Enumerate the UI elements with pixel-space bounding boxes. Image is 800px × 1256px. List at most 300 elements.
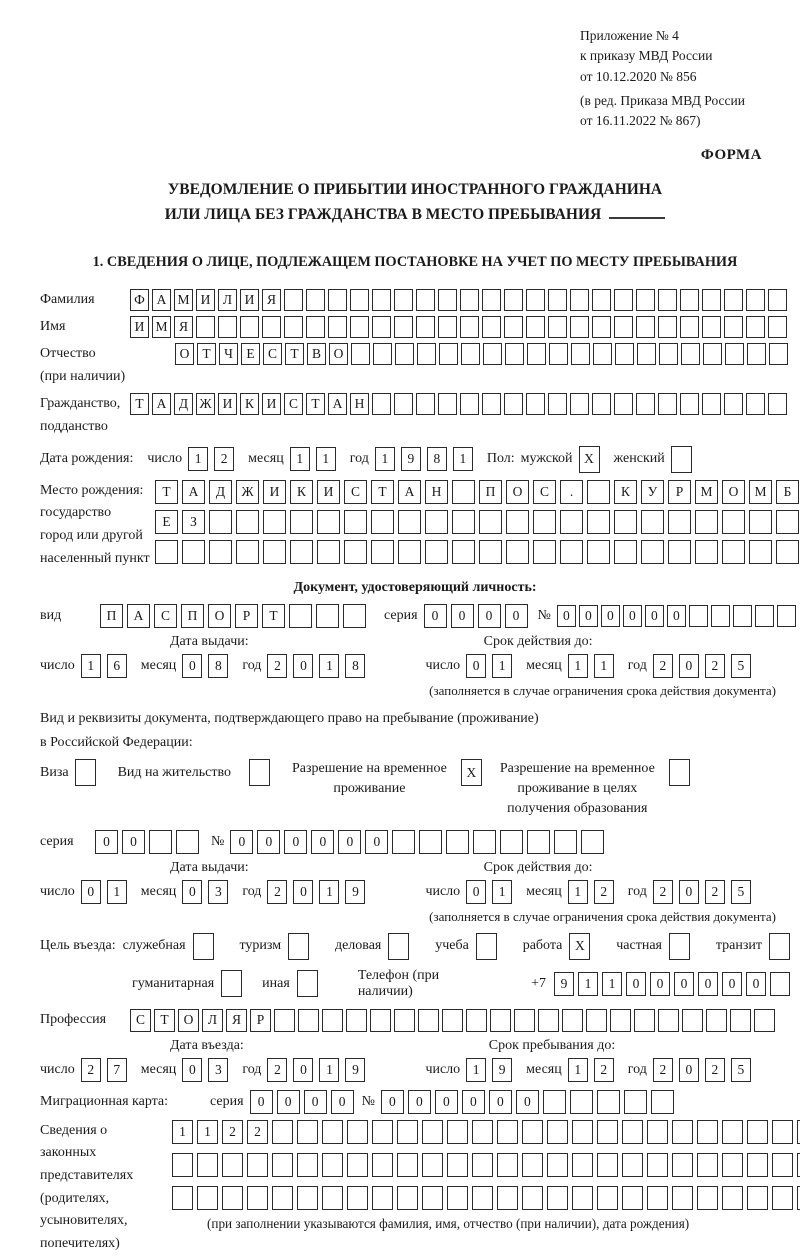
char-box[interactable] (422, 1153, 443, 1177)
char-box[interactable] (466, 1009, 487, 1032)
patronymic-input[interactable] (175, 343, 788, 365)
char-box[interactable]: 0 (81, 880, 101, 904)
purpose-work-checkbox[interactable] (569, 933, 590, 960)
char-box[interactable]: 3 (208, 1058, 228, 1082)
char-box[interactable] (772, 1186, 793, 1210)
char-box[interactable]: 1 (319, 1058, 339, 1082)
char-box[interactable]: 0 (626, 972, 646, 996)
char-box[interactable] (614, 289, 633, 311)
char-box[interactable]: 1 (594, 654, 614, 678)
char-box[interactable]: Ж (196, 393, 215, 415)
char-box[interactable] (373, 343, 392, 365)
char-box[interactable] (497, 1153, 518, 1177)
char-box[interactable] (689, 605, 708, 627)
char-box[interactable]: 1 (492, 880, 512, 904)
char-box[interactable]: Л (218, 289, 237, 311)
char-box[interactable] (768, 393, 787, 415)
char-box[interactable] (562, 1009, 583, 1032)
char-box[interactable]: . (560, 480, 583, 504)
char-box[interactable] (695, 510, 718, 534)
char-box[interactable]: 9 (401, 447, 421, 471)
char-box[interactable] (482, 289, 501, 311)
char-box[interactable] (274, 1009, 295, 1032)
char-box[interactable] (571, 343, 590, 365)
char-box[interactable] (505, 343, 524, 365)
char-box[interactable]: 0 (674, 972, 694, 996)
char-box[interactable]: И (196, 289, 215, 311)
char-box[interactable] (681, 343, 700, 365)
char-box[interactable] (182, 540, 205, 564)
representatives-input-row3[interactable] (172, 1186, 800, 1210)
entry-month[interactable] (182, 1058, 228, 1082)
char-box[interactable] (768, 289, 787, 311)
char-box[interactable] (522, 1186, 543, 1210)
char-box[interactable] (747, 1153, 768, 1177)
char-box[interactable]: 0 (365, 830, 388, 854)
char-box[interactable] (769, 343, 788, 365)
char-box[interactable] (322, 1153, 343, 1177)
char-box[interactable] (372, 289, 391, 311)
char-box[interactable] (722, 510, 745, 534)
rvp-checkbox[interactable] (461, 759, 482, 786)
char-box[interactable] (672, 1153, 693, 1177)
char-box[interactable] (722, 1186, 743, 1210)
char-box[interactable] (722, 1120, 743, 1144)
char-box[interactable]: О (208, 604, 231, 628)
char-box[interactable]: В (307, 343, 326, 365)
char-box[interactable] (749, 510, 772, 534)
char-box[interactable] (447, 1186, 468, 1210)
char-box[interactable] (371, 510, 394, 534)
char-box[interactable] (322, 1120, 343, 1144)
visa-checkbox[interactable] (75, 759, 96, 786)
char-box[interactable]: 2 (214, 447, 234, 471)
char-box[interactable] (438, 393, 457, 415)
char-box[interactable] (263, 510, 286, 534)
char-box[interactable]: 1 (453, 447, 473, 471)
char-box[interactable] (572, 1120, 593, 1144)
char-box[interactable]: 9 (492, 1058, 512, 1082)
char-box[interactable]: И (263, 480, 286, 504)
birthdate-day-input[interactable] (188, 447, 234, 471)
char-box[interactable]: А (127, 604, 150, 628)
doc-valid-month[interactable] (568, 654, 614, 678)
stay-issue-year[interactable] (267, 880, 365, 904)
doc-type-input[interactable] (100, 604, 366, 628)
char-box[interactable]: Ч (219, 343, 238, 365)
char-box[interactable]: 2 (222, 1120, 243, 1144)
char-box[interactable] (350, 289, 369, 311)
char-box[interactable] (722, 540, 745, 564)
char-box[interactable] (172, 1186, 193, 1210)
char-box[interactable]: 1 (197, 1120, 218, 1144)
char-box[interactable] (490, 1009, 511, 1032)
char-box[interactable] (197, 1186, 218, 1210)
char-box[interactable] (416, 316, 435, 338)
profession-input[interactable] (130, 1009, 775, 1032)
char-box[interactable] (733, 605, 752, 627)
char-box[interactable] (747, 1120, 768, 1144)
birthdate-month-input[interactable] (290, 447, 336, 471)
char-box[interactable]: 0 (645, 605, 664, 627)
birthdate-year-input[interactable] (375, 447, 473, 471)
char-box[interactable] (587, 510, 610, 534)
char-box[interactable] (570, 393, 589, 415)
char-box[interactable]: 0 (424, 604, 447, 628)
char-box[interactable] (372, 1186, 393, 1210)
char-box[interactable] (236, 510, 259, 534)
char-box[interactable]: 0 (451, 604, 474, 628)
char-box[interactable]: О (722, 480, 745, 504)
char-box[interactable] (697, 1186, 718, 1210)
char-box[interactable] (425, 510, 448, 534)
char-box[interactable]: И (240, 289, 259, 311)
char-box[interactable] (452, 480, 475, 504)
char-box[interactable] (592, 393, 611, 415)
char-box[interactable] (671, 446, 692, 473)
char-box[interactable]: 2 (705, 654, 725, 678)
char-box[interactable] (651, 1090, 674, 1114)
char-box[interactable] (659, 343, 678, 365)
char-box[interactable] (262, 316, 281, 338)
char-box[interactable] (615, 343, 634, 365)
char-box[interactable]: 0 (338, 830, 361, 854)
char-box[interactable] (479, 540, 502, 564)
char-box[interactable] (298, 1009, 319, 1032)
char-box[interactable]: 0 (304, 1090, 327, 1114)
char-box[interactable]: 1 (107, 880, 127, 904)
char-box[interactable]: 0 (311, 830, 334, 854)
char-box[interactable]: 5 (731, 880, 751, 904)
char-box[interactable]: 2 (653, 654, 673, 678)
doc-valid-year[interactable] (653, 654, 751, 678)
sex-female-checkbox[interactable] (671, 446, 692, 473)
doc-issue-month[interactable] (182, 654, 228, 678)
char-box[interactable]: 5 (731, 654, 751, 678)
char-box[interactable]: У (641, 480, 664, 504)
char-box[interactable]: О (506, 480, 529, 504)
char-box[interactable] (193, 933, 214, 960)
char-box[interactable]: С (263, 343, 282, 365)
char-box[interactable] (725, 343, 744, 365)
doc-valid-day[interactable] (466, 654, 512, 678)
stay-valid-day[interactable] (466, 880, 512, 904)
char-box[interactable] (680, 316, 699, 338)
char-box[interactable]: 9 (345, 1058, 365, 1082)
char-box[interactable]: 1 (188, 447, 208, 471)
char-box[interactable]: П (181, 604, 204, 628)
char-box[interactable]: Т (155, 480, 178, 504)
char-box[interactable] (452, 510, 475, 534)
doc-seriya-input[interactable] (424, 604, 528, 628)
char-box[interactable]: 5 (731, 1058, 751, 1082)
char-box[interactable]: 1 (568, 654, 588, 678)
char-box[interactable] (221, 970, 242, 997)
char-box[interactable] (290, 540, 313, 564)
char-box[interactable] (416, 393, 435, 415)
char-box[interactable] (636, 393, 655, 415)
char-box[interactable] (514, 1009, 535, 1032)
char-box[interactable] (417, 343, 436, 365)
char-box[interactable]: С (130, 1009, 151, 1032)
char-box[interactable] (317, 510, 340, 534)
doc-number-input[interactable] (557, 605, 796, 627)
char-box[interactable] (776, 510, 799, 534)
char-box[interactable]: 1 (316, 447, 336, 471)
char-box[interactable] (284, 289, 303, 311)
char-box[interactable] (218, 316, 237, 338)
surname-input[interactable] (130, 289, 787, 311)
birthplace-input-row1[interactable] (155, 480, 799, 504)
char-box[interactable] (328, 289, 347, 311)
char-box[interactable] (597, 1153, 618, 1177)
char-box[interactable] (680, 289, 699, 311)
char-box[interactable]: И (218, 393, 237, 415)
char-box[interactable] (479, 510, 502, 534)
char-box[interactable] (317, 540, 340, 564)
char-box[interactable] (658, 289, 677, 311)
char-box[interactable]: Ф (130, 289, 149, 311)
char-box[interactable]: И (317, 480, 340, 504)
char-box[interactable] (209, 510, 232, 534)
char-box[interactable] (473, 830, 496, 854)
char-box[interactable] (695, 540, 718, 564)
purpose-business-checkbox[interactable] (388, 933, 409, 960)
char-box[interactable]: 1 (319, 880, 339, 904)
char-box[interactable] (548, 316, 567, 338)
char-box[interactable] (614, 540, 637, 564)
char-box[interactable]: 0 (746, 972, 766, 996)
char-box[interactable] (418, 1009, 439, 1032)
char-box[interactable] (392, 830, 415, 854)
char-box[interactable] (697, 1120, 718, 1144)
char-box[interactable] (290, 510, 313, 534)
char-box[interactable] (504, 289, 523, 311)
char-box[interactable]: К (290, 480, 313, 504)
char-box[interactable] (592, 289, 611, 311)
char-box[interactable]: 0 (579, 605, 598, 627)
char-box[interactable]: 0 (516, 1090, 539, 1114)
representatives-input-row1[interactable] (172, 1120, 800, 1144)
entry-day[interactable] (81, 1058, 127, 1082)
doc-issue-year[interactable] (267, 654, 365, 678)
char-box[interactable] (460, 316, 479, 338)
char-box[interactable] (347, 1153, 368, 1177)
char-box[interactable] (222, 1186, 243, 1210)
char-box[interactable] (249, 759, 270, 786)
char-box[interactable] (209, 540, 232, 564)
char-box[interactable]: П (100, 604, 123, 628)
char-box[interactable]: А (328, 393, 347, 415)
stay-until-month[interactable] (568, 1058, 614, 1082)
char-box[interactable] (372, 1120, 393, 1144)
purpose-study-checkbox[interactable] (476, 933, 497, 960)
char-box[interactable]: 2 (81, 1058, 101, 1082)
char-box[interactable]: 0 (182, 880, 202, 904)
char-box[interactable] (722, 1153, 743, 1177)
char-box[interactable] (297, 1186, 318, 1210)
char-box[interactable]: М (695, 480, 718, 504)
char-box[interactable] (460, 289, 479, 311)
purpose-official-checkbox[interactable] (193, 933, 214, 960)
char-box[interactable]: Б (776, 480, 799, 504)
char-box[interactable] (636, 289, 655, 311)
char-box[interactable]: 0 (230, 830, 253, 854)
char-box[interactable] (351, 343, 370, 365)
char-box[interactable] (702, 316, 721, 338)
char-box[interactable]: 2 (267, 1058, 287, 1082)
char-box[interactable]: 0 (466, 880, 486, 904)
char-box[interactable]: 0 (557, 605, 576, 627)
char-box[interactable] (770, 972, 790, 996)
char-box[interactable]: К (614, 480, 637, 504)
char-box[interactable] (350, 316, 369, 338)
char-box[interactable]: М (749, 480, 772, 504)
char-box[interactable] (438, 289, 457, 311)
char-box[interactable]: Т (154, 1009, 175, 1032)
char-box[interactable] (370, 1009, 391, 1032)
char-box[interactable] (614, 510, 637, 534)
char-box[interactable] (637, 343, 656, 365)
char-box[interactable]: Т (285, 343, 304, 365)
char-box[interactable] (397, 1186, 418, 1210)
char-box[interactable]: 0 (462, 1090, 485, 1114)
char-box[interactable]: П (479, 480, 502, 504)
char-box[interactable] (702, 289, 721, 311)
purpose-humanitarian-checkbox[interactable] (221, 970, 242, 997)
char-box[interactable] (746, 316, 765, 338)
char-box[interactable] (547, 1120, 568, 1144)
char-box[interactable]: И (262, 393, 281, 415)
char-box[interactable] (526, 393, 545, 415)
char-box[interactable]: А (152, 393, 171, 415)
char-box[interactable] (288, 933, 309, 960)
char-box[interactable]: 0 (679, 654, 699, 678)
char-box[interactable] (587, 480, 610, 504)
char-box[interactable] (306, 289, 325, 311)
char-box[interactable]: С (344, 480, 367, 504)
char-box[interactable]: Н (350, 393, 369, 415)
char-box[interactable] (776, 540, 799, 564)
char-box[interactable] (372, 1153, 393, 1177)
char-box[interactable]: X (579, 446, 600, 473)
stay-number-input[interactable] (230, 830, 604, 854)
char-box[interactable] (747, 343, 766, 365)
char-box[interactable] (777, 605, 796, 627)
representatives-input-row2[interactable] (172, 1153, 800, 1177)
char-box[interactable] (422, 1186, 443, 1210)
char-box[interactable] (347, 1186, 368, 1210)
char-box[interactable] (500, 830, 523, 854)
migration-seriya-input[interactable] (250, 1090, 354, 1114)
char-box[interactable]: Я (226, 1009, 247, 1032)
char-box[interactable] (371, 540, 394, 564)
char-box[interactable] (702, 393, 721, 415)
char-box[interactable] (554, 830, 577, 854)
char-box[interactable] (668, 510, 691, 534)
char-box[interactable] (247, 1186, 268, 1210)
char-box[interactable] (398, 540, 421, 564)
char-box[interactable] (597, 1120, 618, 1144)
char-box[interactable] (172, 1153, 193, 1177)
citizenship-input[interactable] (130, 393, 787, 415)
char-box[interactable] (586, 1009, 607, 1032)
char-box[interactable] (306, 316, 325, 338)
char-box[interactable] (682, 1009, 703, 1032)
char-box[interactable] (176, 830, 199, 854)
char-box[interactable] (482, 393, 501, 415)
char-box[interactable] (622, 1153, 643, 1177)
char-box[interactable] (472, 1153, 493, 1177)
char-box[interactable] (438, 316, 457, 338)
char-box[interactable] (197, 1153, 218, 1177)
char-box[interactable]: 0 (667, 605, 686, 627)
char-box[interactable]: 0 (95, 830, 118, 854)
char-box[interactable]: X (569, 933, 590, 960)
char-box[interactable]: 2 (267, 654, 287, 678)
char-box[interactable] (570, 1090, 593, 1114)
char-box[interactable]: 0 (284, 830, 307, 854)
char-box[interactable] (672, 1186, 693, 1210)
char-box[interactable] (472, 1186, 493, 1210)
char-box[interactable]: 1 (568, 880, 588, 904)
char-box[interactable] (247, 1153, 268, 1177)
char-box[interactable]: 0 (250, 1090, 273, 1114)
char-box[interactable]: Т (262, 604, 285, 628)
char-box[interactable]: Т (306, 393, 325, 415)
char-box[interactable]: С (284, 393, 303, 415)
char-box[interactable] (442, 1009, 463, 1032)
stay-valid-year[interactable] (653, 880, 751, 904)
char-box[interactable] (647, 1186, 668, 1210)
char-box[interactable]: Е (241, 343, 260, 365)
char-box[interactable] (526, 316, 545, 338)
char-box[interactable]: X (461, 759, 482, 786)
char-box[interactable] (724, 316, 743, 338)
char-box[interactable]: И (130, 316, 149, 338)
char-box[interactable]: 0 (505, 604, 528, 628)
char-box[interactable]: А (398, 480, 421, 504)
char-box[interactable] (425, 540, 448, 564)
char-box[interactable] (236, 540, 259, 564)
char-box[interactable] (497, 1186, 518, 1210)
purpose-transit-checkbox[interactable] (769, 933, 790, 960)
char-box[interactable] (581, 830, 604, 854)
char-box[interactable]: 1 (375, 447, 395, 471)
char-box[interactable] (447, 1153, 468, 1177)
char-box[interactable] (297, 1153, 318, 1177)
entry-year[interactable] (267, 1058, 365, 1082)
char-box[interactable] (422, 1120, 443, 1144)
char-box[interactable] (533, 540, 556, 564)
char-box[interactable] (772, 1153, 793, 1177)
stay-until-day[interactable] (466, 1058, 512, 1082)
char-box[interactable] (522, 1153, 543, 1177)
char-box[interactable] (439, 343, 458, 365)
char-box[interactable]: 1 (81, 654, 101, 678)
char-box[interactable] (527, 343, 546, 365)
char-box[interactable]: 0 (601, 605, 620, 627)
char-box[interactable] (272, 1186, 293, 1210)
char-box[interactable]: Я (174, 316, 193, 338)
char-box[interactable] (447, 1120, 468, 1144)
char-box[interactable] (397, 1120, 418, 1144)
char-box[interactable] (343, 604, 366, 628)
char-box[interactable]: 1 (568, 1058, 588, 1082)
char-box[interactable] (322, 1186, 343, 1210)
char-box[interactable]: 0 (182, 1058, 202, 1082)
char-box[interactable] (592, 316, 611, 338)
